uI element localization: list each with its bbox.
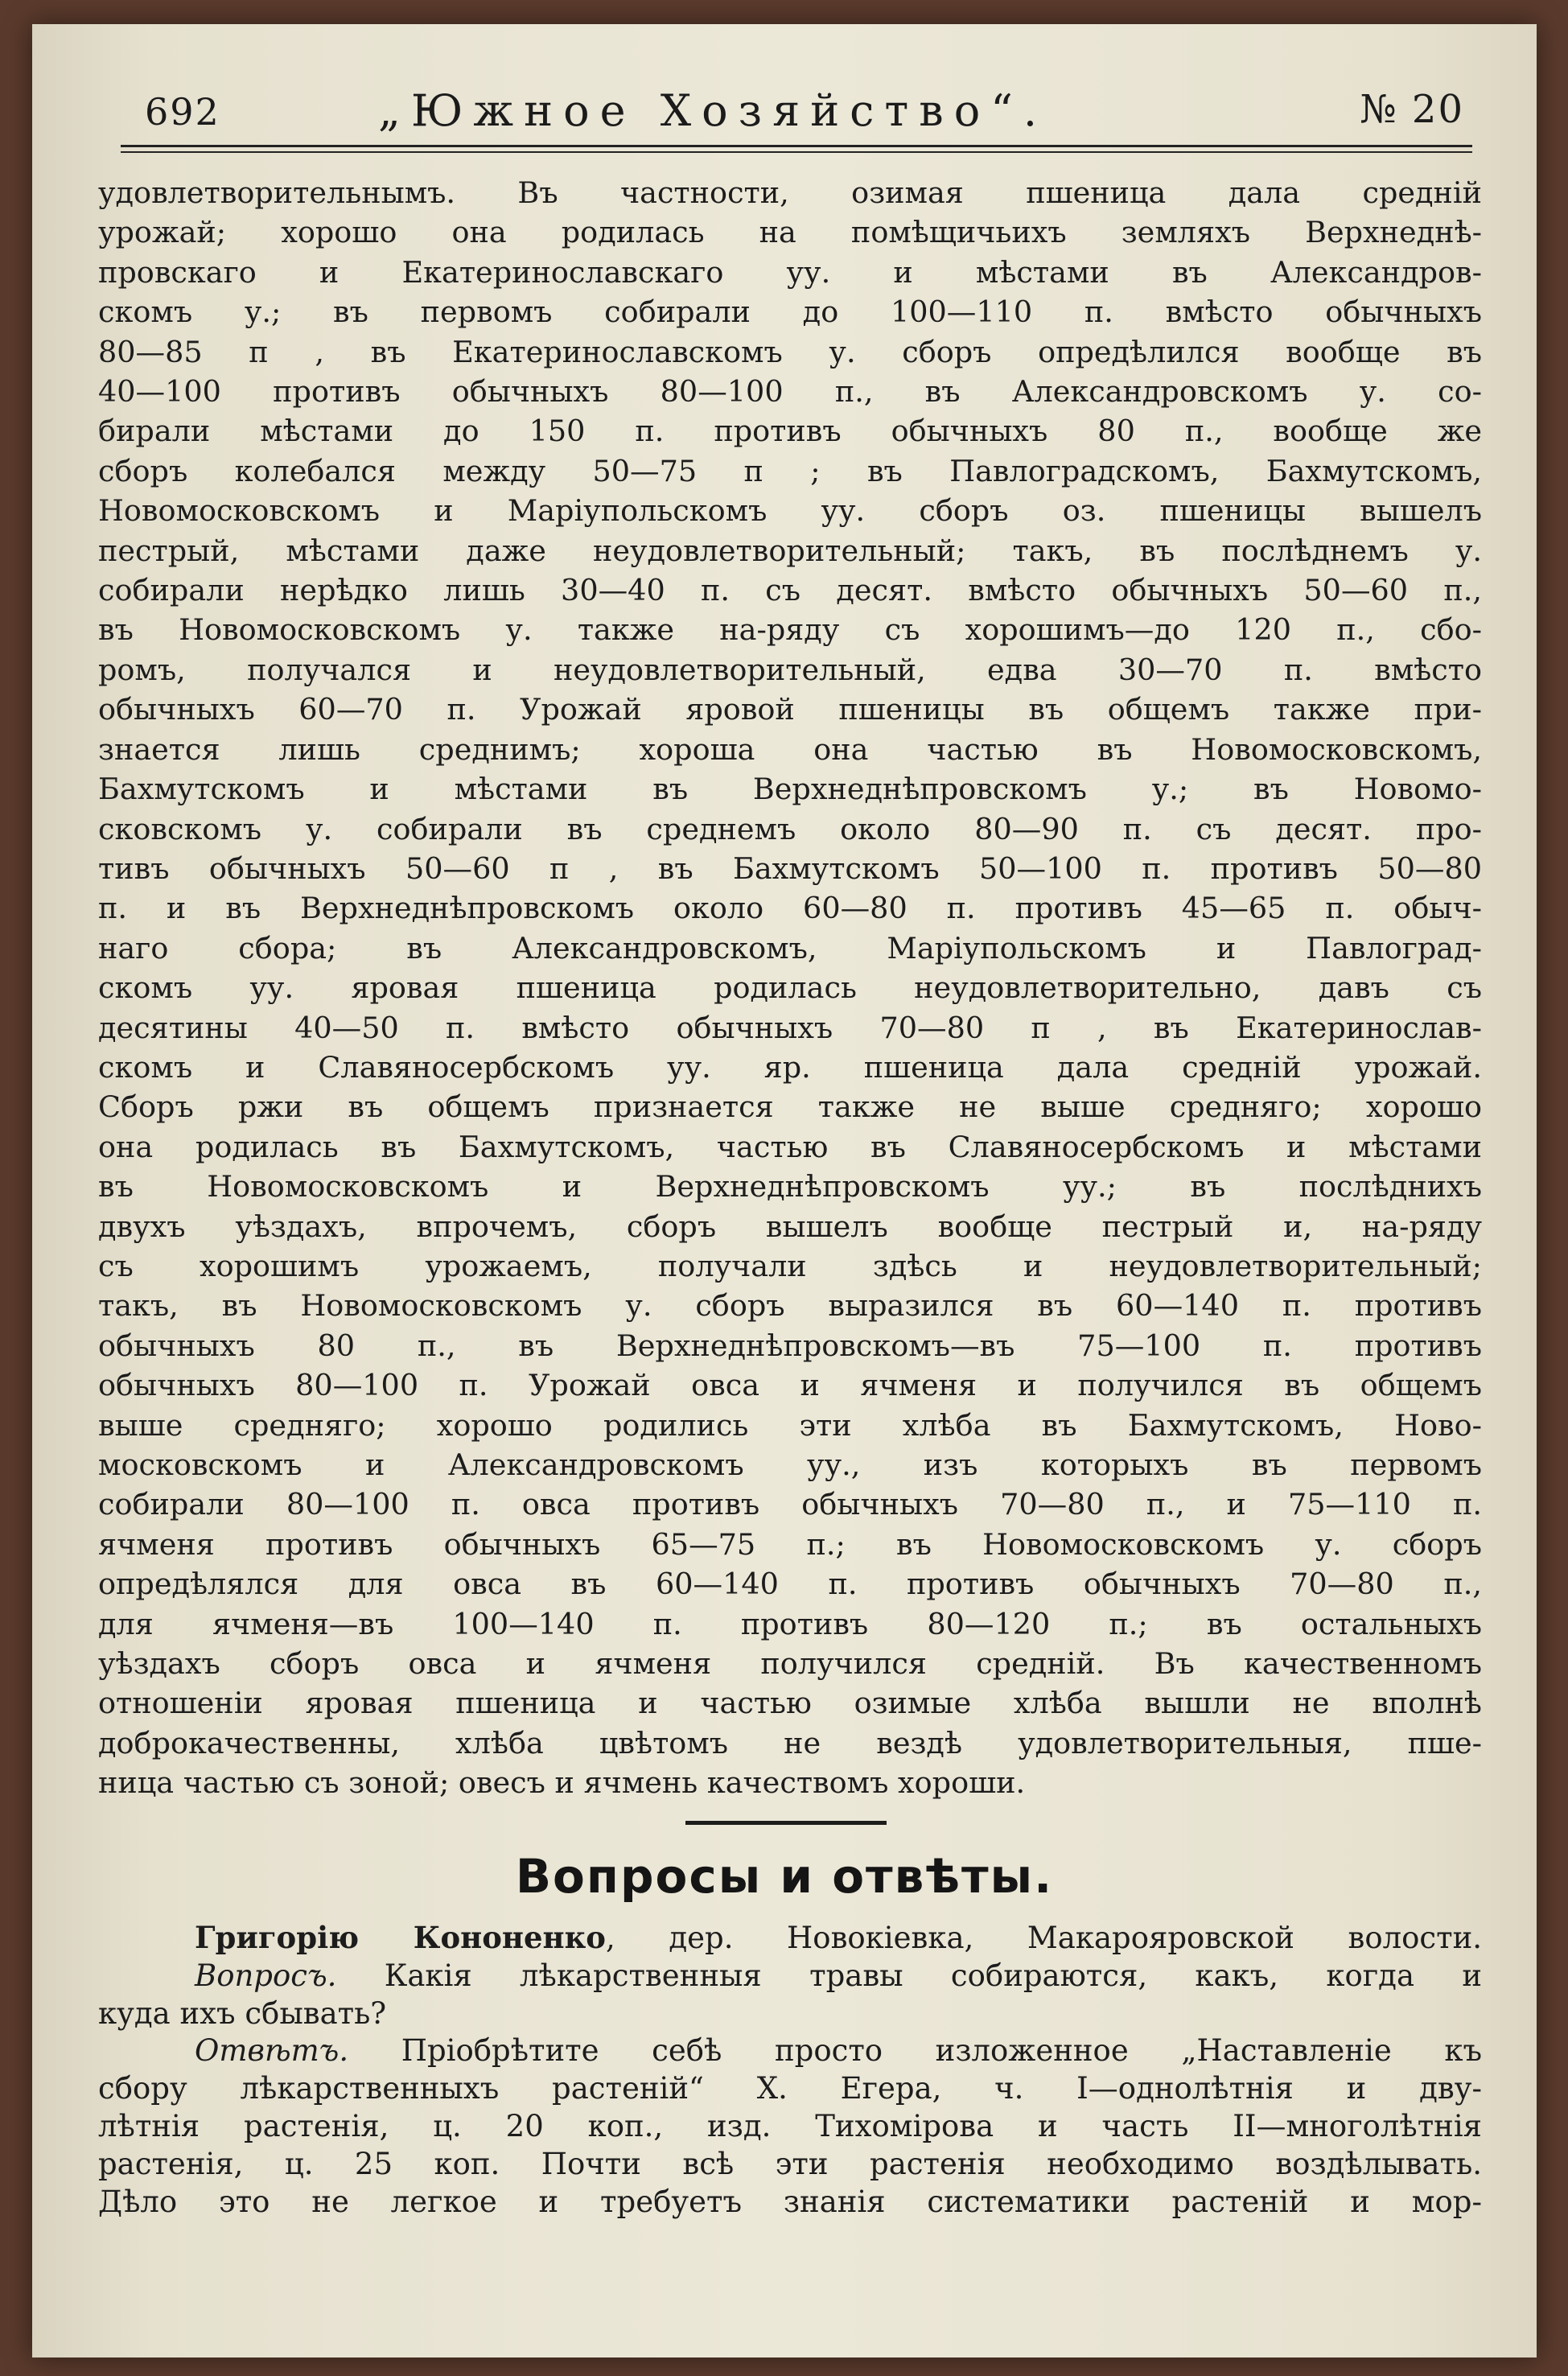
qa-question-line [98,1958,1482,1995]
text-line: московскомъ и Александровскомъ уу., изъ которыхъ въ первомъ [98,1447,1482,1482]
text-line: такъ, въ Новомосковскомъ у. сборъ выразился въ 60—140 п. противъ [98,1288,1482,1324]
text-line: Бахмутскомъ и мѣстами въ Верхнеднѣпровскомъ у.; въ Новомо- [98,772,1482,807]
section-title: Вопросы и отвѣты. [515,1849,1054,1904]
text-line: обычныхъ 80—100 п. Урожай овса и ячменя и получился въ общемъ [98,1368,1482,1403]
text-line: ница частью съ зоной; овесъ и ячмень качествомъ хороши. [98,1765,1026,1801]
text-line: съ хорошимъ урожаемъ, получали здѣсь и неудовлетворительный; [98,1248,1482,1283]
running-header [121,80,1472,153]
text-line: Новомосковскомъ и Марiупольскомъ уу. сборъ оз. пшеницы вышелъ [98,493,1482,529]
text-line: десятины 40—50 п. вмѣсто обычныхъ 70—80 п , въ Екатеринослав- [98,1010,1482,1045]
header-rule-thick [121,145,1472,147]
qa-answer-line: растенiя, ц. 25 коп. Почти всѣ эти растенiя необходимо воздѣлывать. [98,2146,1482,2181]
journal-page [32,24,1537,2357]
journal-title: „Южное Хозяйство“. [378,85,1047,136]
qa-answer-line [98,2032,1482,2070]
text-line: знается лишь среднимъ; хороша она частью въ Новомосковскомъ, [98,731,1482,767]
text-line: удовлетворительнымъ. Въ частности, озимая пшеница дала среднiй [98,175,1482,210]
text-line: пестрый, мѣстами даже неудовлетворительный; такъ, въ послѣднемъ у. [98,533,1482,568]
text-line: наго сбора; въ Александровскомъ, Марiупольскомъ и Павлоград- [98,930,1482,966]
text-line: провскаго и Екатеринославскаго уу. и мѣстами въ Александров- [98,254,1482,290]
section-separator [685,1821,887,1825]
text-line: скомъ и Славяносербскомъ уу. яр. пшеница дала среднiй урожай. [98,1049,1482,1085]
text-line: отношенiи яровая пшеница и частью озимые хлѣба вышли не вполнѣ [98,1686,1482,1721]
issue-number: № 20 [1360,87,1464,132]
qa-answer-line: лѣтнiя растенiя, ц. 20 коп., изд. Тихомiрова и часть II—многолѣтнiя [98,2108,1482,2143]
text-line: сковскомъ у. собирали въ среднемъ около 80—90 п. съ десят. про- [98,811,1482,846]
text-line: собирали нерѣдко лишь 30—40 п. съ десят. вмѣсто обычныхъ 50—60 п., [98,573,1482,608]
qa-answer-line: сбору лѣкарственныхъ растенiй“ Х. Егера, ч. I—однолѣтнiя и дву- [98,2071,1482,2106]
harvest-report-paragraph [98,173,1482,1803]
qa-addressee-line [98,1919,1482,1958]
text-line: обычныхъ 80 п., въ Верхнеднѣпровскомъ—въ 75—100 п. противъ [98,1328,1482,1363]
text-line: ромъ, получался и неудовлетворительный, едва 30—70 п. вмѣсто [98,652,1482,687]
qa-answer-line: Дѣло это не легкое и требуетъ знанiя систематики растенiй и мор- [98,2184,1482,2219]
text-line: п. и въ Верхнеднѣпровскомъ около 60—80 п. противъ 45—65 п. обыч- [98,891,1482,926]
text-line: въ Новомосковскомъ и Верхнеднѣпровскомъ уу.; въ послѣднихъ [98,1169,1482,1204]
text-line: бирали мѣстами до 150 п. противъ обычныхъ 80 п., вообще же [98,414,1482,449]
qa-question-line: куда ихъ сбывать? [98,1995,387,2031]
page-number: 692 [145,90,220,134]
answer-label: Отвѣтъ. [195,2033,349,2069]
header-rule-thin [121,151,1472,153]
addressee-location: , дер. Новокiевка, Макарояровской волости. [605,1921,1482,1955]
qa-entry [98,1919,1482,2221]
text-line: собирали 80—100 п. овса противъ обычныхъ 70—80 п., и 75—110 п. [98,1487,1482,1522]
text-line: урожай; хорошо она родилась на помѣщичьихъ земляхъ Верхнеднѣ- [98,215,1482,250]
text-line: уѣздахъ сборъ овса и ячменя получился среднiй. Въ качественномъ [98,1646,1482,1682]
text-line: опредѣлялся для овса въ 60—140 п. противъ обычныхъ 70—80 п., [98,1567,1482,1602]
question-label: Вопросъ. [195,1958,337,1993]
text-line: 40—100 противъ обычныхъ 80—100 п., въ Александровскомъ у. со- [98,374,1482,410]
text-line: Сборъ ржи въ общемъ признается также не выше средняго; хорошо [98,1089,1482,1125]
text-line: выше средняго; хорошо родились эти хлѣба въ Бахмутскомъ, Ново- [98,1407,1482,1443]
text-line: двухъ уѣздахъ, впрочемъ, сборъ вышелъ вообще пестрый и, на-ряду [98,1209,1482,1244]
text-line: сборъ колебался между 50—75 п ; въ Павлоградскомъ, Бахмутскомъ, [98,453,1482,488]
text-line: тивъ обычныхъ 50—60 п , въ Бахмутскомъ 50—100 п. противъ 50—80 [98,850,1482,886]
text-line: ячменя противъ обычныхъ 65—75 п.; въ Новомосковскомъ у. сборъ [98,1526,1482,1562]
answer-text: Прiобрѣтите себѣ просто изложенное „Наставленiе къ [348,2033,1482,2069]
text-line: она родилась въ Бахмутскомъ, частью въ Славяносербскомъ и мѣстами [98,1129,1482,1164]
text-line: скомъ уу. яровая пшеница родилась неудовлетворительно, давъ съ [98,970,1482,1006]
text-line: для ячменя—въ 100—140 п. противъ 80—120 п.; въ остальныхъ [98,1606,1482,1641]
text-line: въ Новомосковскомъ у. также на-ряду съ хорошимъ—до 120 п., сбо- [98,612,1482,648]
text-line: скомъ у.; въ первомъ собирали до 100—110 п. вмѣсто обычныхъ [98,294,1482,330]
text-line: доброкачественны, хлѣба цвѣтомъ не вездѣ удовлетворительныя, пше- [98,1725,1482,1760]
text-line: обычныхъ 60—70 п. Урожай яровой пшеницы въ общемъ также при- [98,692,1482,727]
question-text: Какiя лѣкарственныя травы собираются, какъ, когда и [336,1958,1482,1993]
addressee-name: Григорiю Кононенко [195,1920,606,1955]
text-line: 80—85 п , въ Екатеринославскомъ у. сборъ опредѣлился вообще въ [98,334,1482,369]
